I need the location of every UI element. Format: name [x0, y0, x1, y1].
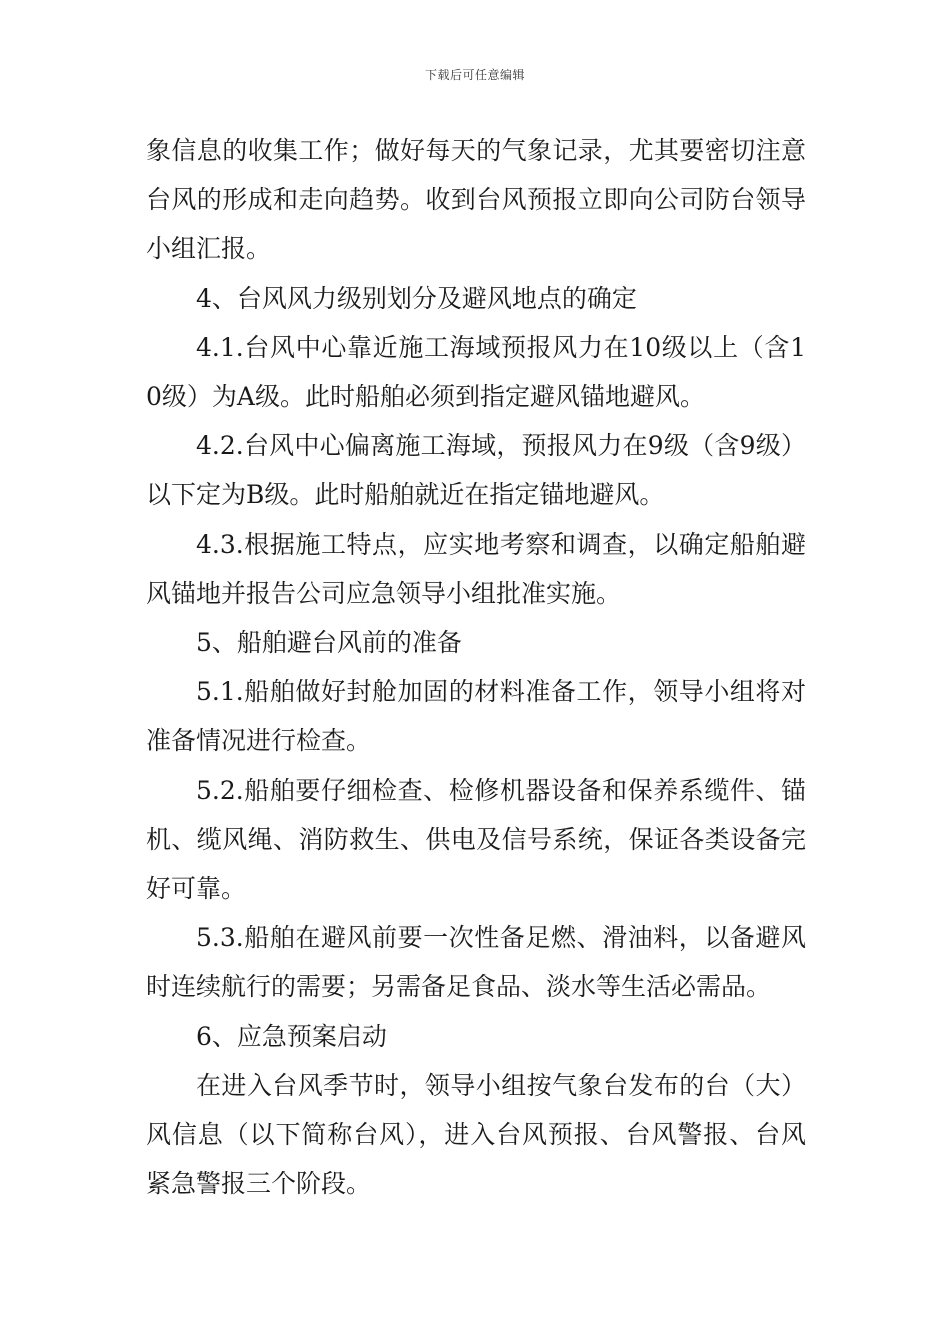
paragraph-4-3: 4.3.根据施工特点，应实地考察和调查，以确定船舶避风锚地并报告公司应急领导小组批准实施。	[146, 529, 806, 608]
heading-section-6: 6、应急预案启动	[196, 1021, 387, 1051]
page-header-note: 下载后可任意编辑	[424, 68, 525, 82]
paragraph-5-3: 5.3.船舶在避风前要一次性备足燃、滑油料，以备避风时连续航行的需要；另需备足食品、淡水等生活必需品。	[146, 923, 806, 1002]
paragraph-5-1: 5.1.船舶做好封舱加固的材料准备工作，领导小组将对准备情况进行检查。	[146, 677, 806, 756]
paragraph-6-intro: 在进入台风季节时，领导小组按气象台发布的台（大）风信息（以下简称台风），进入台风预报、台风警报、台风紧急警报三个阶段。	[146, 1070, 806, 1199]
heading-section-4: 4、台风风力级别划分及避风地点的确定	[196, 283, 637, 313]
heading-section-5: 5、船舶避台风前的准备	[196, 628, 462, 658]
paragraph-weather-collection: 象信息的收集工作；做好每天的气象记录，尤其要密切注意台风的形成和走向趋势。收到台风预报立即向公司防台领导小组汇报。	[146, 136, 806, 264]
paragraph-4-2: 4.2.台风中心偏离施工海域，预报风力在9级（含9级）以下定为B级。此时船舶就近在指定锚地避风。	[146, 431, 806, 510]
paragraph-4-1: 4.1.台风中心靠近施工海域预报风力在10级以上（含10级）为A级。此时船舶必须到指定避风锚地避风。	[146, 332, 806, 412]
document-body	[146, 126, 806, 1208]
paragraph-5-2: 5.2.船舶要仔细检查、检修机器设备和保养系缆件、锚机、缆风绳、消防救生、供电及信号系统，保证各类设备完好可靠。	[146, 775, 806, 904]
